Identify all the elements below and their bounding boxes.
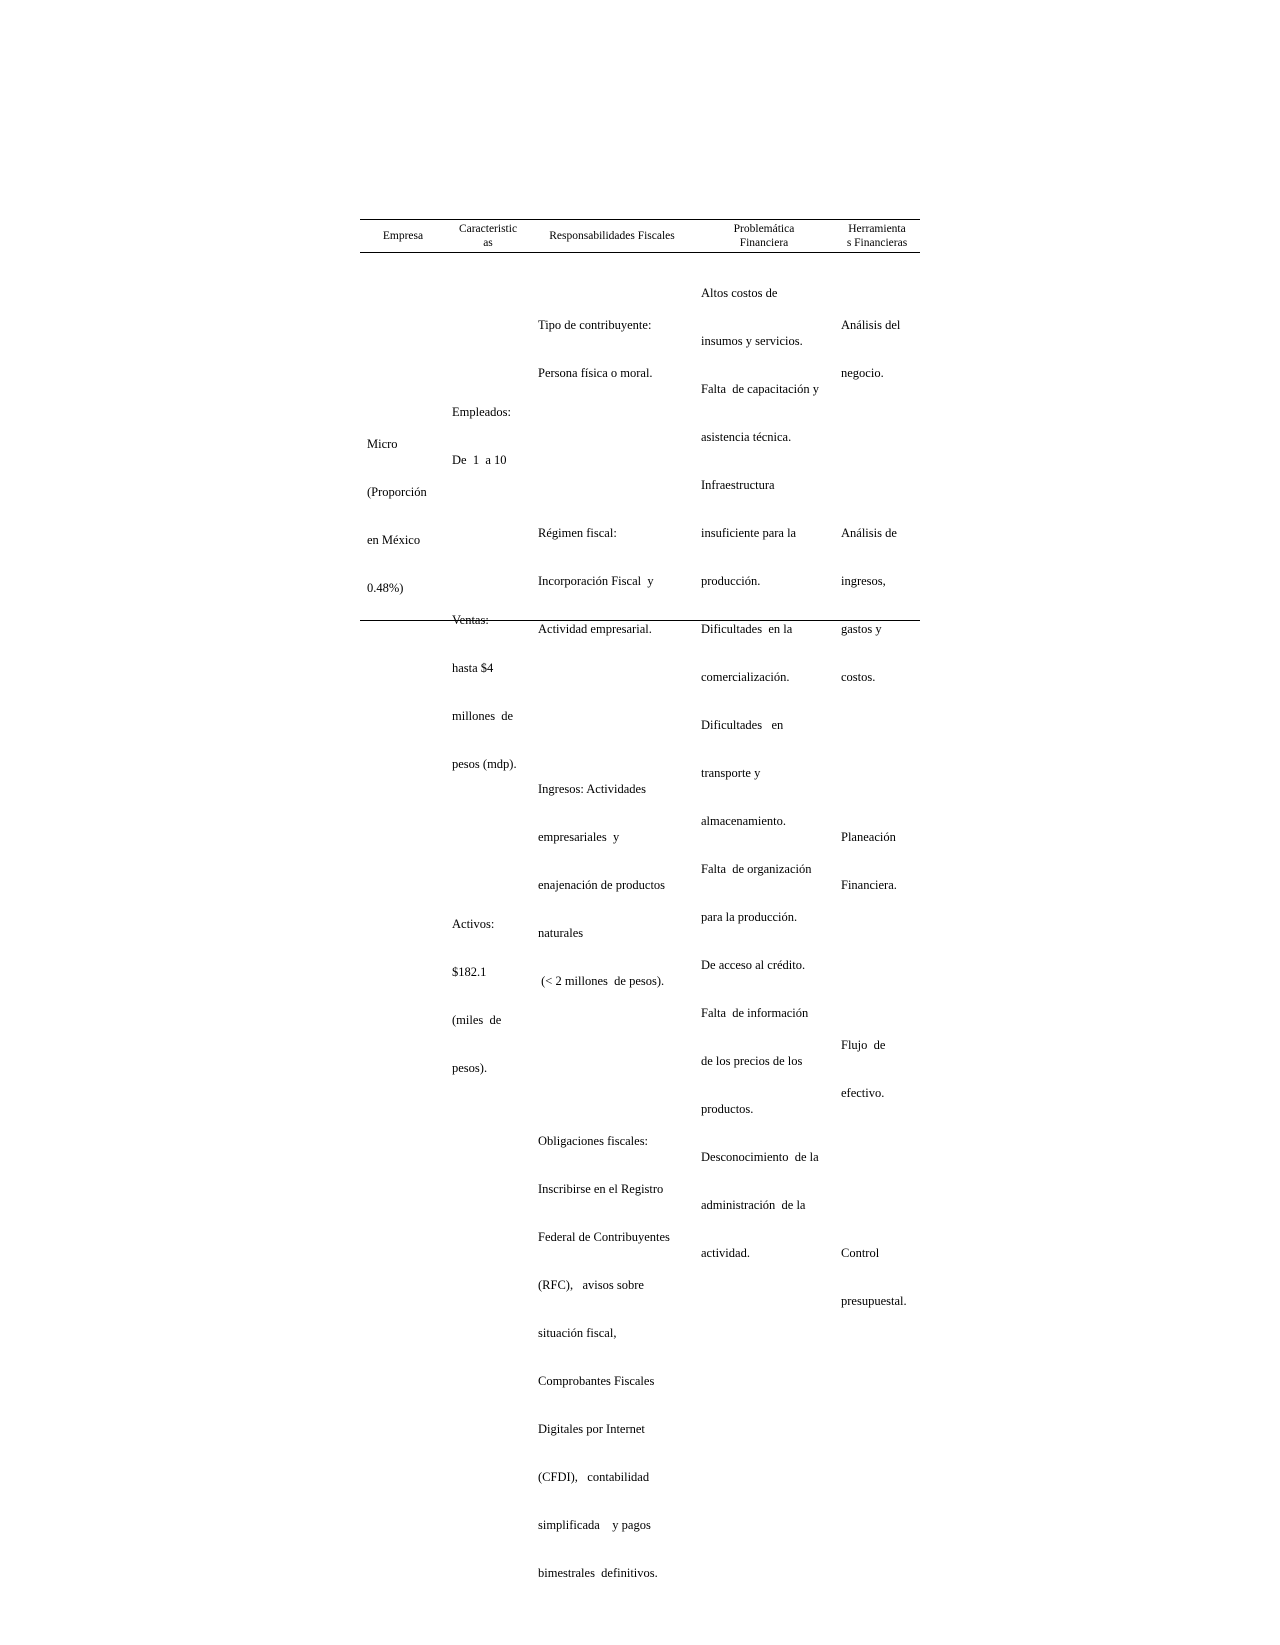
herramientas-analisis-negocio <box>841 285 920 413</box>
caracteristicas-line: pesos (mdp). <box>452 757 517 771</box>
problematica-line: Falta de información <box>701 1006 809 1020</box>
responsabilidades-line: Tipo de contribuyente: <box>538 318 652 332</box>
header-problematica-line2: Financiera <box>739 237 789 249</box>
problematica-line: productos. <box>701 1102 754 1116</box>
responsabilidades-line: enajenación de productos <box>538 878 666 892</box>
problematica-line: Dificultades en <box>701 718 784 732</box>
responsabilidades-line: (RFC), avisos sobre <box>538 1278 644 1292</box>
problematica-line: asistencia técnica. <box>701 430 792 444</box>
responsabilidades-line: Incorporación Fiscal y <box>538 574 654 588</box>
micro-enterprise-table <box>360 219 920 1580</box>
herramientas-line: costos. <box>841 670 876 684</box>
table-row-micro <box>360 253 920 1580</box>
responsabilidades-line: simplificada y pagos <box>538 1518 651 1532</box>
empresa-line: (Proporción <box>367 485 427 499</box>
caracteristicas-line: De 1 a 10 <box>452 453 507 467</box>
header-caracteristicas <box>446 220 530 252</box>
caracteristicas-line: pesos). <box>452 1061 488 1075</box>
problematica-line: administración de la <box>701 1198 806 1212</box>
cell-responsabilidades <box>538 253 698 1645</box>
herramientas-control <box>841 1213 920 1341</box>
problematica-line: Falta de capacitación y <box>701 382 819 396</box>
responsabilidades-line: empresariales y <box>538 830 620 844</box>
responsabilidades-line: Obligaciones fiscales: <box>538 1134 649 1148</box>
herramientas-line: efectivo. <box>841 1086 885 1100</box>
problematica-line: producción. <box>701 574 761 588</box>
responsabilidades-regimen <box>538 493 698 669</box>
herramientas-analisis-ingresos <box>841 493 920 717</box>
responsabilidades-line: Digitales por Internet <box>538 1422 645 1436</box>
problematica-line: actividad. <box>701 1246 750 1260</box>
problematica-line: insumos y servicios. <box>701 334 803 348</box>
problematica-line: almacenamiento. <box>701 814 787 828</box>
empresa-line: 0.48%) <box>367 581 404 595</box>
responsabilidades-line: Ingresos: Actividades <box>538 782 646 796</box>
responsabilidades-line: Comprobantes Fiscales <box>538 1374 655 1388</box>
problematica-line: Falta de organización <box>701 862 812 876</box>
header-caracteristicas-line1: Caracteristic <box>458 223 518 235</box>
responsabilidades-obligaciones <box>538 1101 698 1613</box>
problematica-line: insuficiente para la <box>701 526 797 540</box>
caracteristicas-line: $182.1 <box>452 965 487 979</box>
problematica-line: Altos costos de <box>701 286 778 300</box>
herramientas-line: ingresos, <box>841 574 886 588</box>
header-empresa <box>360 220 446 252</box>
cell-problematica <box>701 253 837 1293</box>
problematica-line: comercialización. <box>701 670 790 684</box>
herramientas-line: Análisis de <box>841 526 897 540</box>
herramientas-line: Financiera. <box>841 878 897 892</box>
caracteristicas-empleados <box>452 372 532 500</box>
responsabilidades-line: naturales <box>538 926 584 940</box>
herramientas-line: Análisis del <box>841 318 901 332</box>
responsabilidades-line: Federal de Contribuyentes <box>538 1230 670 1244</box>
cell-empresa <box>367 404 445 628</box>
problematica-line: para la producción. <box>701 910 798 924</box>
responsabilidades-ingresos <box>538 749 698 1021</box>
problematica-line: De acceso al crédito. <box>701 958 806 972</box>
problematica-line: Desconocimiento de la <box>701 1150 819 1164</box>
problematica-line: de los precios de los <box>701 1054 803 1068</box>
responsabilidades-line: Persona física o moral. <box>538 366 653 380</box>
problematica-line: Dificultades en la <box>701 622 793 636</box>
header-herramientas <box>834 220 920 252</box>
header-responsabilidades-label: Responsabilidades Fiscales <box>549 230 675 242</box>
responsabilidades-line: bimestrales definitivos. <box>538 1566 658 1580</box>
cell-caracteristicas <box>452 340 532 1140</box>
caracteristicas-line: Ventas: <box>452 613 489 627</box>
responsabilidades-tipo <box>538 285 698 413</box>
problematica-line: transporte y <box>701 766 761 780</box>
caracteristicas-line: millones de <box>452 709 514 723</box>
herramientas-flujo <box>841 1005 920 1133</box>
caracteristicas-line: Activos: <box>452 917 495 931</box>
empresa-line: en México <box>367 533 421 547</box>
table-header-row <box>360 220 920 253</box>
header-problematica-line1: Problemática <box>733 223 795 235</box>
responsabilidades-line: situación fiscal, <box>538 1326 617 1340</box>
header-caracteristicas-line2: as <box>483 237 493 249</box>
herramientas-line: Control <box>841 1246 880 1260</box>
header-responsabilidades <box>530 220 694 252</box>
responsabilidades-line: (CFDI), contabilidad <box>538 1470 650 1484</box>
responsabilidades-line: Actividad empresarial. <box>538 622 652 636</box>
header-empresa-label: Empresa <box>382 230 424 242</box>
herramientas-line: negocio. <box>841 366 884 380</box>
caracteristicas-activos <box>452 884 532 1108</box>
herramientas-planeacion <box>841 797 920 925</box>
herramientas-line: gastos y <box>841 622 882 636</box>
header-problematica <box>694 220 834 252</box>
empresa-line: Micro <box>367 437 398 451</box>
herramientas-line: presupuestal. <box>841 1294 907 1308</box>
caracteristicas-line: (miles de <box>452 1013 502 1027</box>
responsabilidades-line: Inscribirse en el Registro <box>538 1182 664 1196</box>
caracteristicas-ventas <box>452 580 532 804</box>
responsabilidades-line: Régimen fiscal: <box>538 526 617 540</box>
herramientas-line: Flujo de <box>841 1038 886 1052</box>
problematica-line: Infraestructura <box>701 478 775 492</box>
header-herramientas-line1: Herramienta <box>848 223 906 235</box>
responsabilidades-line: (< 2 millones de pesos). <box>538 974 665 988</box>
header-herramientas-line2: s Financieras <box>846 237 908 249</box>
herramientas-line: Planeación <box>841 830 896 844</box>
cell-herramientas <box>841 253 920 1373</box>
caracteristicas-line: Empleados: <box>452 405 512 419</box>
caracteristicas-line: hasta $4 <box>452 661 494 675</box>
